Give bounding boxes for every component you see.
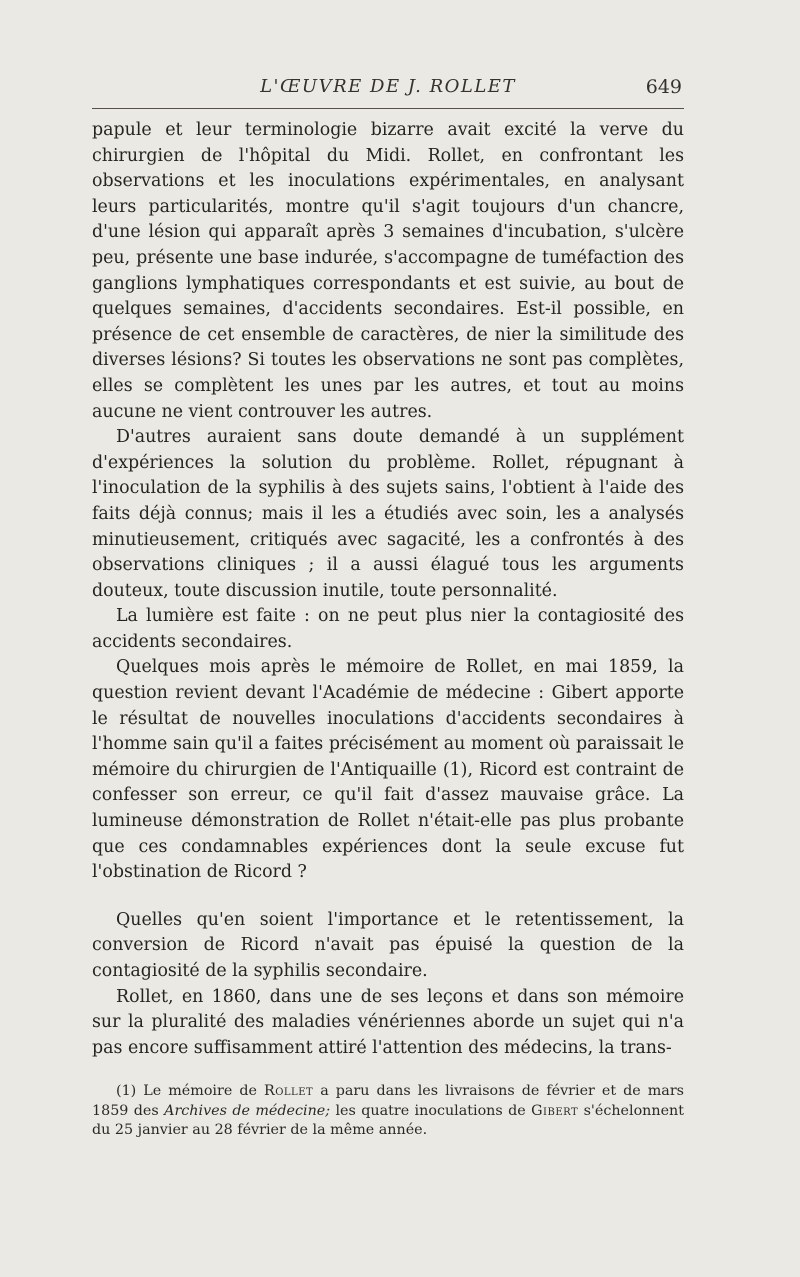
body-text: [92, 118, 684, 1061]
footnotes: [92, 1082, 684, 1141]
page-number: 649: [645, 76, 682, 98]
footnote-text-3: les quatre inoculations de: [335, 1102, 526, 1119]
footnote-text-2: a paru dans les livraisons de février et de mars 1859 des: [92, 1083, 684, 1119]
paragraph-gibert: Quelques mois après le mémoire de Rollet, en mai 1859, la question revient devant l'Académie de médecine : Gibert apporte le résultat de nouvelles inoculations d'accidents secondaires à l'homme sain qu'il a faites précisément au moment où paraissait le mémoire du chirurgien de l'Antiquaille (1), Ricord est contraint de confesser son erreur, ce qu'il fait d'assez mauvaise grâce. La lumineuse démonstration de Rollet n'était-elle pas plus probante que ces condamnables expériences dont la seule excuse fut l'obstination de Ricord ?: [92, 657, 684, 883]
paragraph-rollet-1860: Rollet, en 1860, dans une de ses leçons et dans son mémoire sur la pluralité des maladies vénériennes aborde un sujet qui n'a pas encore suffisamment attiré l'attention des médecins, la trans-: [92, 986, 684, 1058]
footnote-marker: (1): [116, 1083, 137, 1099]
paragraph-continuation: papule et leur terminologie bizarre avait excité la verve du chirurgien de l'hôpital du Midi. Rollet, en confrontant les observations et les inoculations expérimentales, en analysant leurs particularités, montre qu'il s'agit toujours d'un chancre, d'une lésion qui apparaît après 3 semaines d'incubation, s'ulcère peu, présente une base indurée, s'accompagne de tuméfaction des ganglions lymphatiques correspondants et est suivie, au bout de quelques semaines, d'accidents secondaires. Est-il possible, en présence de cet ensemble de caractères, de nier la similitude des diverses lésions? Si toutes les observations ne sont pas complètes, elles se complètent les unes par les autres, et tout au moins aucune ne vient controuver les autres.: [92, 120, 684, 422]
footnote-text-4: s'échelonnent du 25 janvier au 28 février de la même année.: [92, 1102, 685, 1139]
footnote-1: [92, 1082, 684, 1141]
paragraph-conversion: Quelles qu'en soient l'importance et le retentissement, la conversion de Ricord n'avait pas épuisé la question de la contagiosité de la syphilis secondaire.: [92, 909, 684, 981]
paragraph-lumiere: La lumière est faite : on ne peut plus nier la contagiosité des accidents secondaires.: [92, 606, 684, 652]
running-title: L'ŒUVRE DE J. ROLLET: [260, 76, 516, 97]
footnote-author-rollet: Rollet: [263, 1083, 314, 1099]
paragraph-experiences: D'autres auraient sans doute demandé à un supplément d'expériences la solution du problème. Rollet, répugnant à l'inoculation de la syphilis à des sujets sains, l'obtient à l'aide des faits déjà connus; mais il les a étudiés avec soin, les a analysés minutieusement, critiqués avec sagacité, les a confrontés à des observations cliniques ; il a aussi élagué tous les arguments douteux, toute discussion inutile, toute personnalité.: [92, 427, 684, 601]
footnote-author-gibert: Gibert: [531, 1102, 579, 1119]
footnote-journal: Archives de médecine;: [164, 1102, 331, 1119]
running-header: [92, 74, 684, 109]
footnote-text-1: Le mémoire de: [143, 1083, 257, 1099]
